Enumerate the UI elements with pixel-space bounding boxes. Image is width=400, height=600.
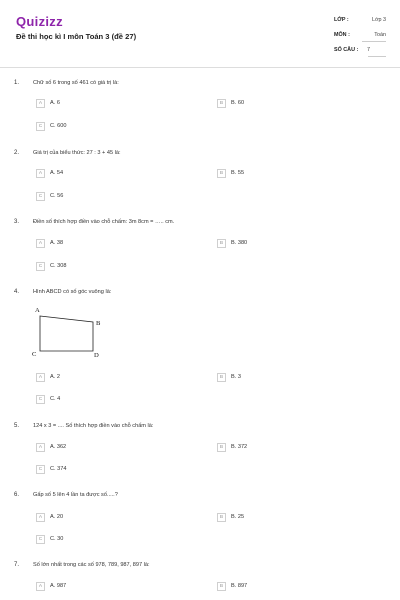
meta-count	[334, 44, 386, 57]
option-text: B. 897	[231, 583, 248, 589]
vertex-label-d: D	[94, 352, 99, 359]
meta-subject-line	[362, 41, 386, 42]
option-letter-box: C	[36, 192, 45, 201]
option-text: C. 308	[50, 263, 67, 269]
option-text: A. 987	[50, 583, 67, 589]
option-text: A. 38	[50, 240, 64, 246]
option-letter-box: C	[36, 122, 45, 131]
option-letter-box: B	[217, 513, 226, 522]
meta-class	[334, 14, 386, 27]
option-text: A. 362	[50, 444, 67, 450]
option-text: C. 56	[50, 193, 64, 199]
question-number: 7.	[14, 562, 20, 568]
option-letter-box: B	[217, 99, 226, 108]
option-letter-box: A	[36, 582, 45, 591]
option-letter-box: B	[217, 443, 226, 452]
meta-count-line	[368, 56, 386, 57]
header-divider	[0, 67, 400, 68]
option-text: B. 55	[231, 170, 245, 176]
meta-subject-label: MÔN :	[334, 32, 350, 38]
question-number: 1.	[14, 80, 20, 86]
question-text: Số lớn nhất trong các số 978, 789, 987, 897 là:	[33, 562, 150, 568]
option-letter-box: C	[36, 465, 45, 474]
option-text: C. 600	[50, 123, 67, 129]
option-text: A. 6	[50, 100, 60, 106]
quadrilateral-shape	[28, 307, 118, 365]
option-text: C. 30	[50, 536, 64, 542]
page-header	[0, 0, 400, 68]
meta-count-value: 7	[367, 47, 370, 53]
question-text: Gấp số 5 lên 4 lần ta được số.....?	[33, 492, 118, 498]
meta-subject	[334, 29, 386, 42]
question-text: 124 x 3 = .... Số thích hợp điền vào chỗ chấm là:	[33, 423, 154, 429]
option-text: A. 54	[50, 170, 64, 176]
question-number: 6.	[14, 492, 20, 498]
meta-subject-value: Toán	[374, 32, 386, 38]
option-text: C. 4	[50, 396, 61, 402]
option-letter-box: A	[36, 99, 45, 108]
option-letter-box: B	[217, 373, 226, 382]
meta-class-value: Lớp 3	[371, 17, 386, 23]
option-letter-box: A	[36, 373, 45, 382]
option-letter-box: A	[36, 169, 45, 178]
meta-class-label: LỚP :	[334, 17, 349, 23]
option-text: B. 60	[231, 100, 245, 106]
option-letter-box: A	[36, 513, 45, 522]
question-number: 4.	[14, 289, 20, 295]
option-letter-box: B	[217, 582, 226, 591]
meta-count-label: SỐ CÂU :	[334, 47, 359, 53]
option-text: B. 3	[231, 374, 241, 380]
quizizz-logo: Quizizz	[16, 14, 63, 29]
option-text: B. 372	[231, 444, 248, 450]
option-letter-box: C	[36, 262, 45, 271]
option-letter-box: B	[217, 169, 226, 178]
vertex-label-a: A	[35, 307, 40, 314]
question-number: 3.	[14, 219, 20, 225]
option-text: C. 374	[50, 466, 67, 472]
question-text: Giá trị của biểu thức: 27 : 3 + 45 là:	[33, 150, 121, 156]
option-text: B. 380	[231, 240, 248, 246]
question-number: 5.	[14, 423, 20, 429]
vertex-label-c: C	[32, 351, 37, 358]
option-letter-box: B	[217, 239, 226, 248]
option-letter-box: A	[36, 239, 45, 248]
option-letter-box: C	[36, 535, 45, 544]
option-text: A. 20	[50, 514, 64, 520]
option-text: A. 2	[50, 374, 60, 380]
vertex-label-b: B	[96, 320, 101, 327]
document-title: Đề thi học kì I môn Toán 3 (đề 27)	[16, 32, 137, 41]
question-number: 2.	[14, 150, 20, 156]
option-letter-box: C	[36, 395, 45, 404]
option-text: B. 25	[231, 514, 245, 520]
option-letter-box: A	[36, 443, 45, 452]
question-text: Hình ABCD có số góc vuông là:	[33, 289, 112, 295]
question-text: Chữ số 6 trong số 461 có giá trị là:	[33, 80, 119, 86]
question-text: Điền số thích hợp điền vào chỗ chấm: 3m 8cm = ….. cm.	[33, 219, 175, 225]
quadrilateral-abcd-figure	[28, 307, 118, 365]
